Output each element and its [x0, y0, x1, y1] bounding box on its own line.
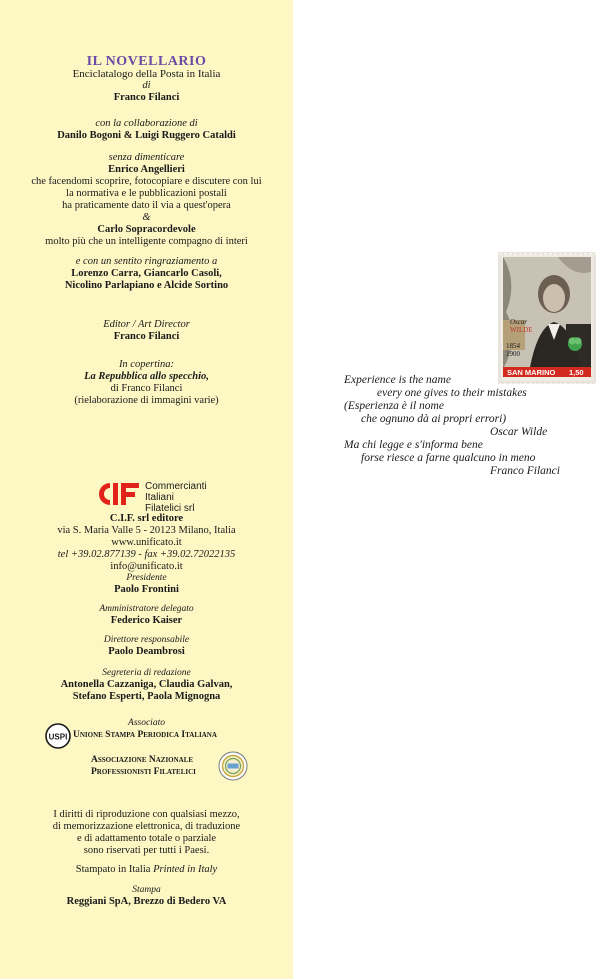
book-title: IL NOVELLARIO: [86, 54, 207, 69]
printer-name: Reggiani SpA, Brezzo di Bedero VA: [66, 896, 227, 907]
role-name: Paolo Deambrosi: [108, 646, 185, 657]
associated-label-wrap: [0, 717, 293, 729]
role-president: [0, 572, 293, 596]
rights-line-3: e di adattamento totale o parziale: [76, 833, 217, 844]
book-subtitle: Enciclatalogo della Posta in Italia: [72, 68, 221, 80]
cover-note: (rielaborazione di immagini varie): [74, 395, 219, 406]
printed-it: Stampato in Italia: [75, 864, 154, 875]
role-name: Federico Kaiser: [110, 615, 183, 626]
secretary-label: Segreteria di redazione: [102, 668, 191, 678]
cif-line-1: Commercianti: [145, 481, 207, 492]
collab-label: con la collaborazione di: [95, 118, 198, 129]
stamp-country: SAN MARINO: [507, 368, 556, 377]
stamp-name-a: Oscar: [510, 318, 528, 326]
author-name: Franco Filanci: [113, 92, 180, 103]
stamp-name-b: WILDE: [510, 326, 533, 334]
quote-block: [344, 374, 560, 478]
secretary-names-2: Stefano Esperti, Paola Mignogna: [72, 691, 221, 702]
stamp-year-b: 1900: [506, 350, 520, 358]
stamp-year-a: 1854: [506, 342, 520, 350]
credits-block: [0, 56, 293, 104]
angellieri-desc-1: che facendomi scoprire, fotocopiare e discutere con lui: [31, 176, 262, 187]
print-block: [0, 884, 293, 908]
print-label: Stampa: [132, 885, 161, 895]
publisher-phone: tel +39.02.877139 - fax +39.02.72022135: [57, 549, 236, 560]
thanks-label: e con un sentito ringraziamento a: [75, 256, 218, 267]
associated-label: Associato: [128, 718, 165, 728]
and-symbol: &: [142, 212, 151, 223]
role-label: Presidente: [126, 573, 167, 583]
anpf-name: [91, 754, 196, 778]
role-name: Paolo Frontini: [114, 584, 179, 595]
editor-label: Editor / Art Director: [103, 319, 190, 330]
printed-en: Printed in Italy: [153, 864, 218, 875]
uspi-logo-icon: [45, 723, 71, 749]
rights-line-2: di memorizzazione elettronica, di traduzione: [52, 821, 241, 832]
role-ceo: [0, 603, 293, 627]
angellieri-name: Enrico Angellieri: [108, 164, 185, 175]
publisher-email: info@unificato.it: [110, 561, 183, 572]
uspi-logo-text: USPI: [48, 732, 68, 742]
quote-en-2: every one gives to their mistakes: [377, 387, 527, 399]
publisher-address: via S. Maria Valle 5 - 20123 Milano, Italia: [57, 525, 236, 536]
quote-it-1: (Esperienza è il nome: [344, 400, 444, 412]
role-director: [0, 634, 293, 658]
rights-line-1: I diritti di riproduzione con qualsiasi mezzo,: [53, 809, 240, 820]
cover-title: La Repubblica allo specchio,: [84, 371, 209, 382]
publisher-web: www.unificato.it: [111, 537, 182, 548]
publisher-block: [0, 513, 293, 573]
oscar-wilde-stamp: [498, 252, 596, 384]
cif-logo-icon: [98, 481, 142, 507]
rights-block: [0, 809, 293, 857]
thanks-names-2: Nicolino Parlapiano e Alcide Sortino: [64, 280, 229, 291]
editor-block: [0, 319, 293, 343]
thanks-names-1: Lorenzo Carra, Giancarlo Casoli,: [71, 268, 222, 279]
angellieri-desc-3: ha praticamente dato il via a quest'opera: [62, 200, 231, 211]
anpf-line-1: Associazione Nazionale: [91, 755, 194, 765]
angellieri-block: [0, 152, 293, 248]
cover-block: [0, 359, 293, 407]
uspi-name: Unione Stampa Periodica Italiana: [73, 730, 217, 740]
anpf-line-2: Professionisti Filatelici: [91, 767, 196, 777]
role-label: Direttore responsabile: [103, 635, 190, 645]
printed-line: [0, 864, 293, 876]
cover-author: di Franco Filanci: [110, 383, 183, 394]
by-label: di: [142, 80, 151, 91]
stamp-value: 1,50: [569, 368, 584, 377]
sopracordevole-desc: molto più che un intelligente compagno di interi: [45, 236, 248, 247]
cif-logo-lines: [145, 481, 207, 514]
secretary-names-1: Antonella Cazzaniga, Claudia Galvan,: [60, 679, 233, 690]
quote-2-line-1: Ma chi legge e s'informa bene: [344, 439, 483, 451]
rights-line-4: sono riservati per tutti i Paesi.: [83, 845, 210, 856]
anpf-badge-icon: [218, 751, 248, 781]
cif-line-2: Italiani: [145, 492, 174, 503]
quote-author-1: Oscar Wilde: [490, 426, 548, 438]
collab-block: [0, 118, 293, 142]
publisher-name: C.I.F. srl editore: [109, 513, 184, 524]
role-label: Amministratore delegato: [99, 604, 194, 614]
angellieri-desc-2: la normativa e le pubblicazioni postali: [66, 188, 227, 199]
quote-author-2: Franco Filanci: [490, 465, 560, 477]
collab-names: Danilo Bogoni & Luigi Ruggero Cataldi: [57, 130, 236, 141]
quote-en-1: Experience is the name: [344, 374, 451, 386]
editor-name: Franco Filanci: [113, 331, 180, 342]
cover-label: In copertina:: [118, 359, 175, 370]
cif-line-3: Filatelici srl: [145, 503, 195, 514]
secretary-block: [0, 667, 293, 703]
quote-2-line-2: forse riesce a farne qualcuno in meno: [361, 452, 536, 464]
thanks-block: [0, 256, 293, 292]
not-forget-label: senza dimenticare: [108, 152, 185, 163]
quote-it-2: che ognuno dà ai propri errori): [361, 413, 507, 425]
sopracordevole-name: Carlo Sopracordevole: [97, 224, 196, 235]
